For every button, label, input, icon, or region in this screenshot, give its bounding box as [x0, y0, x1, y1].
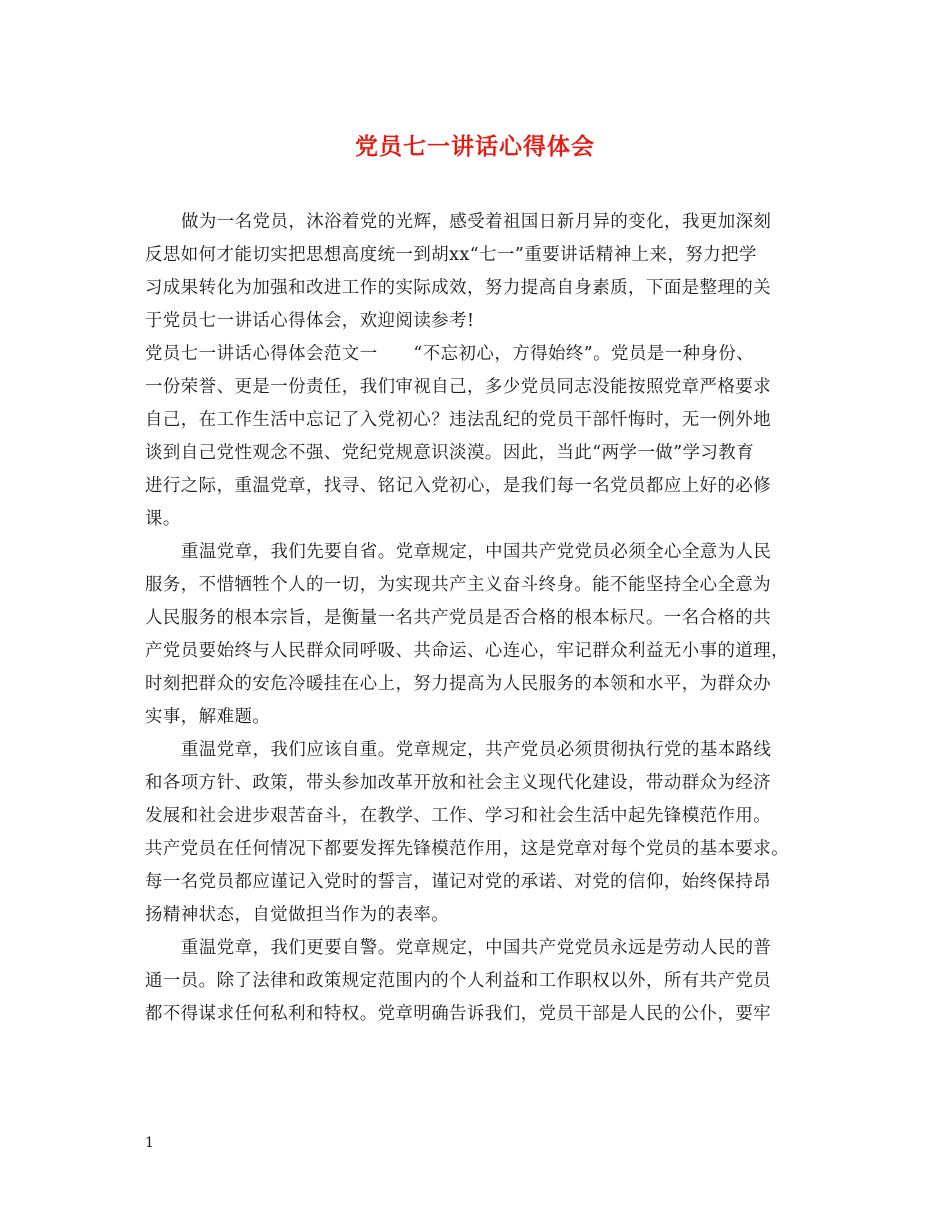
- text-line: 时刻把群众的安危冷暖挂在心上，努力提高为人民服务的本领和水平，为群众办: [145, 674, 772, 694]
- text-line: 每一名党员都应谨记入党时的誓言，谨记对党的承诺、对党的信仰，始终保持昂: [145, 872, 772, 892]
- document-body: [145, 206, 825, 1031]
- text-line: 一份荣誉、更是一份责任，我们审视自己，多少党员同志没能按照党章严格要求: [145, 377, 772, 397]
- text-line: 都不得谋求任何私利和特权。党章明确告诉我们，党员干部是人民的公仆，要牢: [145, 1004, 772, 1024]
- text-line: 实事，解难题。: [145, 707, 271, 727]
- text-line: 反思如何才能切实把思想高度统一到胡xx“七一”重要讲话精神上来，努力把学: [145, 245, 757, 265]
- text-line: 习成果转化为加强和改进工作的实际成效，努力提高自身素质，下面是整理的关: [145, 278, 772, 298]
- text-line: 进行之际，重温党章，找寻、铭记入党初心，是我们每一名党员都应上好的必修: [145, 476, 772, 496]
- text-line: 于党员七一讲话心得体会，欢迎阅读参考!: [145, 311, 475, 331]
- text-line: 重温党章，我们先要自省。党章规定，中国共产党党员必须全心全意为人民: [181, 542, 772, 562]
- text-line: 发展和社会进步艰苦奋斗，在教学、工作、学习和社会生活中起先锋模范作用。: [145, 806, 772, 826]
- text-line: 自己，在工作生活中忘记了入党初心？违法乱纪的党员干部忏悔时，无一例外地: [145, 410, 772, 430]
- text-line: 和各项方针、政策，带头参加改革开放和社会主义现代化建设，带动群众为经济: [145, 773, 772, 793]
- text-line: 服务，不惜牺牲个人的一切，为实现共产主义奋斗终身。能不能坚持全心全意为: [145, 575, 772, 595]
- page-number: 1: [145, 1135, 154, 1151]
- text-line: 重温党章，我们更要自警。党章规定，中国共产党党员永远是劳动人民的普: [181, 938, 772, 958]
- text-line: 扬精神状态，自觉做担当作为的表率。: [145, 905, 450, 925]
- text-line: 通一员。除了法律和政策规定范围内的个人利益和工作职权以外，所有共产党员: [145, 971, 772, 991]
- text-line: 党员七一讲话心得体会范文一 “不忘初心，方得始终”。党员是一种身份、: [145, 344, 755, 364]
- text-line: 人民服务的根本宗旨，是衡量一名共产党员是否合格的根本标尺。一名合格的共: [145, 608, 772, 628]
- text-line: 课。: [145, 509, 181, 529]
- page-title: 党员七一讲话心得体会: [355, 133, 595, 160]
- text-line: 重温党章，我们应该自重。党章规定，共产党员必须贯彻执行党的基本路线: [181, 740, 772, 760]
- text-line: 谈到自己党性观念不强、党纪党规意识淡漠。因此，当此“两学一做”学习教育: [145, 443, 755, 463]
- text-line: 产党员要始终与人民群众同呼吸、共命运、心连心，牢记群众利益无小事的道理，: [145, 641, 790, 661]
- text-line: 做为一名党员，沐浴着党的光辉，感受着祖国日新月异的变化，我更加深刻: [181, 212, 772, 232]
- text-line: 共产党员在任何情况下都要发挥先锋模范作用，这是党章对每个党员的基本要求。: [145, 839, 790, 859]
